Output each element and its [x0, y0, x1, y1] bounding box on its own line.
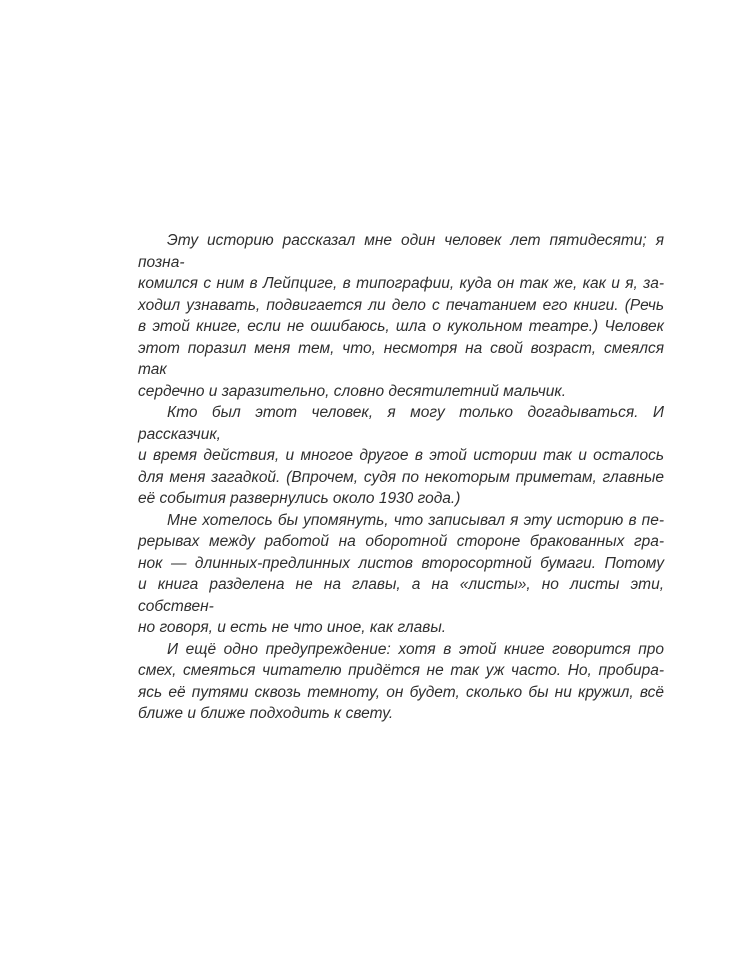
- text-line: сердечно и заразительно, словно десятилетний мальчик.: [138, 382, 567, 400]
- paragraph: [138, 402, 664, 510]
- text-line: её события развернулись около 1930 года.): [138, 490, 461, 507]
- text-line: ходил узнавать, подвигается ли дело с печатанием его книги. (Речь: [138, 296, 664, 314]
- text-line: и время действия, и многое другое в этой истории так и осталось: [138, 447, 664, 464]
- text-line: нок — длинных-предлинных листов второсортной бумаги. Потому: [138, 554, 664, 572]
- text-block: [138, 230, 664, 725]
- text-line: Эту историю рассказал мне один человек лет пятидесяти; я позна-: [138, 232, 664, 271]
- text-line: Кто был этот человек, я могу только догадываться. И рассказчик,: [138, 404, 664, 443]
- text-line: И ещё одно предупреждение: хотя в этой книге говорится про: [167, 640, 664, 658]
- text-line: смех, смеяться читателю придётся не так уж часто. Но, пробира-: [138, 662, 664, 679]
- text-line: ближе и ближе подходить к свету.: [138, 705, 394, 722]
- text-line: комился с ним в Лейпциге, в типографии, куда он так же, как и я, за-: [138, 275, 664, 292]
- text-line: для меня загадкой. (Впрочем, судя по некоторым приметам, главные: [138, 468, 664, 486]
- paragraph: [138, 639, 664, 725]
- paragraph: [138, 510, 664, 639]
- text-line: Мне хотелось бы упомянуть, что записывал я эту историю в пе-: [167, 511, 664, 529]
- paragraph: [138, 230, 664, 402]
- text-line: этот поразил меня тем, что, несмотря на свой возраст, смеялся так: [138, 339, 664, 378]
- text-line: но говоря, и есть не что иное, как главы.: [138, 619, 447, 636]
- text-line: в этой книге, если не ошибаюсь, шла о кукольном театре.) Человек: [138, 318, 664, 335]
- text-line: и книга разделена не на главы, а на «листы», но листы эти, собствен-: [138, 576, 664, 615]
- text-line: ясь её путями сквозь темноту, он будет, сколько бы ни кружил, всё: [138, 683, 664, 701]
- text-line: рерывах между работой на оборотной стороне бракованных гра-: [138, 533, 664, 550]
